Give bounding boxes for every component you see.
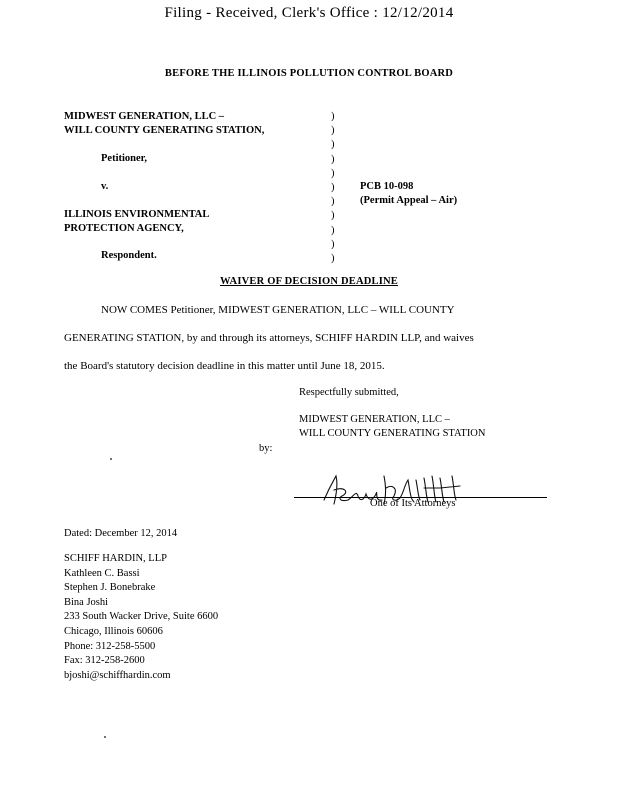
case-type: (Permit Appeal – Air) [360, 194, 458, 206]
counsel-email: bjoshi@schiffhardin.com [64, 669, 171, 681]
caption-paren: ) [331, 167, 335, 179]
caption-paren: ) [331, 111, 335, 122]
caption-paren: ) [331, 210, 335, 222]
petitioner-name [64, 110, 264, 137]
counsel-line: Fax: 312-258-2600 [64, 655, 145, 667]
signature-caption: One of Its Attorneys [370, 498, 456, 509]
case-number: PCB 10-098 [360, 181, 414, 192]
counsel-line: Stephen J. Bonebrake [64, 582, 156, 594]
filing-stamp: Filing - Received, Clerk's Office : 12/12/2014 [164, 5, 454, 21]
petitioner-role: Petitioner, [101, 153, 147, 164]
caption-parens-column [331, 110, 335, 266]
caption-paren: ) [331, 238, 335, 250]
counsel-line: Kathleen C. Bassi [64, 567, 140, 579]
respondent-role: Respondent. [101, 250, 157, 261]
caption-paren: ) [331, 125, 335, 137]
date-line: Dated: December 12, 2014 [64, 528, 178, 539]
signing-party-line2: WILL COUNTY GENERATING STATION [299, 428, 486, 439]
caption-paren: ) [331, 224, 335, 236]
caption-paren: ) [331, 153, 335, 165]
body-line-1: NOW COMES Petitioner, MIDWEST GENERATION, LLC – WILL COUNTY [101, 304, 455, 316]
scan-speck [110, 458, 112, 460]
caption-paren: ) [331, 253, 335, 265]
body-line-3: the Board's statutory decision deadline in this matter until June 18, 2015. [64, 360, 385, 372]
by-label: by: [259, 443, 273, 454]
counsel-line: Chicago, Illinois 60606 [64, 625, 163, 637]
board-title: BEFORE THE ILLINOIS POLLUTION CONTROL BOARD [164, 68, 454, 79]
case-number-block [360, 180, 457, 207]
caption-paren: ) [331, 196, 335, 208]
counsel-firm: SCHIFF HARDIN, LLP [64, 553, 167, 564]
document-title: WAIVER OF DECISION DEADLINE [220, 276, 398, 287]
versus-label: v. [101, 181, 109, 192]
counsel-line: Phone: 312-258-5500 [64, 640, 156, 652]
petitioner-name-line2: WILL COUNTY GENERATING STATION, [64, 124, 265, 136]
counsel-line: Bina Joshi [64, 596, 109, 608]
petitioner-name-line1: MIDWEST GENERATION, LLC – [64, 111, 225, 122]
counsel-line: 233 South Wacker Drive, Suite 6600 [64, 611, 219, 623]
signing-party [299, 413, 485, 441]
body-line-2: GENERATING STATION, by and through its attorneys, SCHIFF HARDIN LLP, and waives [64, 332, 474, 344]
caption-paren: ) [331, 139, 335, 151]
signing-party-line1: MIDWEST GENERATION, LLC – [299, 414, 450, 425]
respondent-name-line1: ILLINOIS ENVIRONMENTAL [64, 209, 210, 220]
counsel-block [64, 552, 218, 683]
closing: Respectfully submitted, [299, 387, 399, 398]
respondent-name-line2: PROTECTION AGENCY, [64, 222, 184, 234]
respondent-name [64, 208, 209, 235]
caption-paren: ) [331, 182, 335, 194]
scan-speck [104, 736, 106, 738]
